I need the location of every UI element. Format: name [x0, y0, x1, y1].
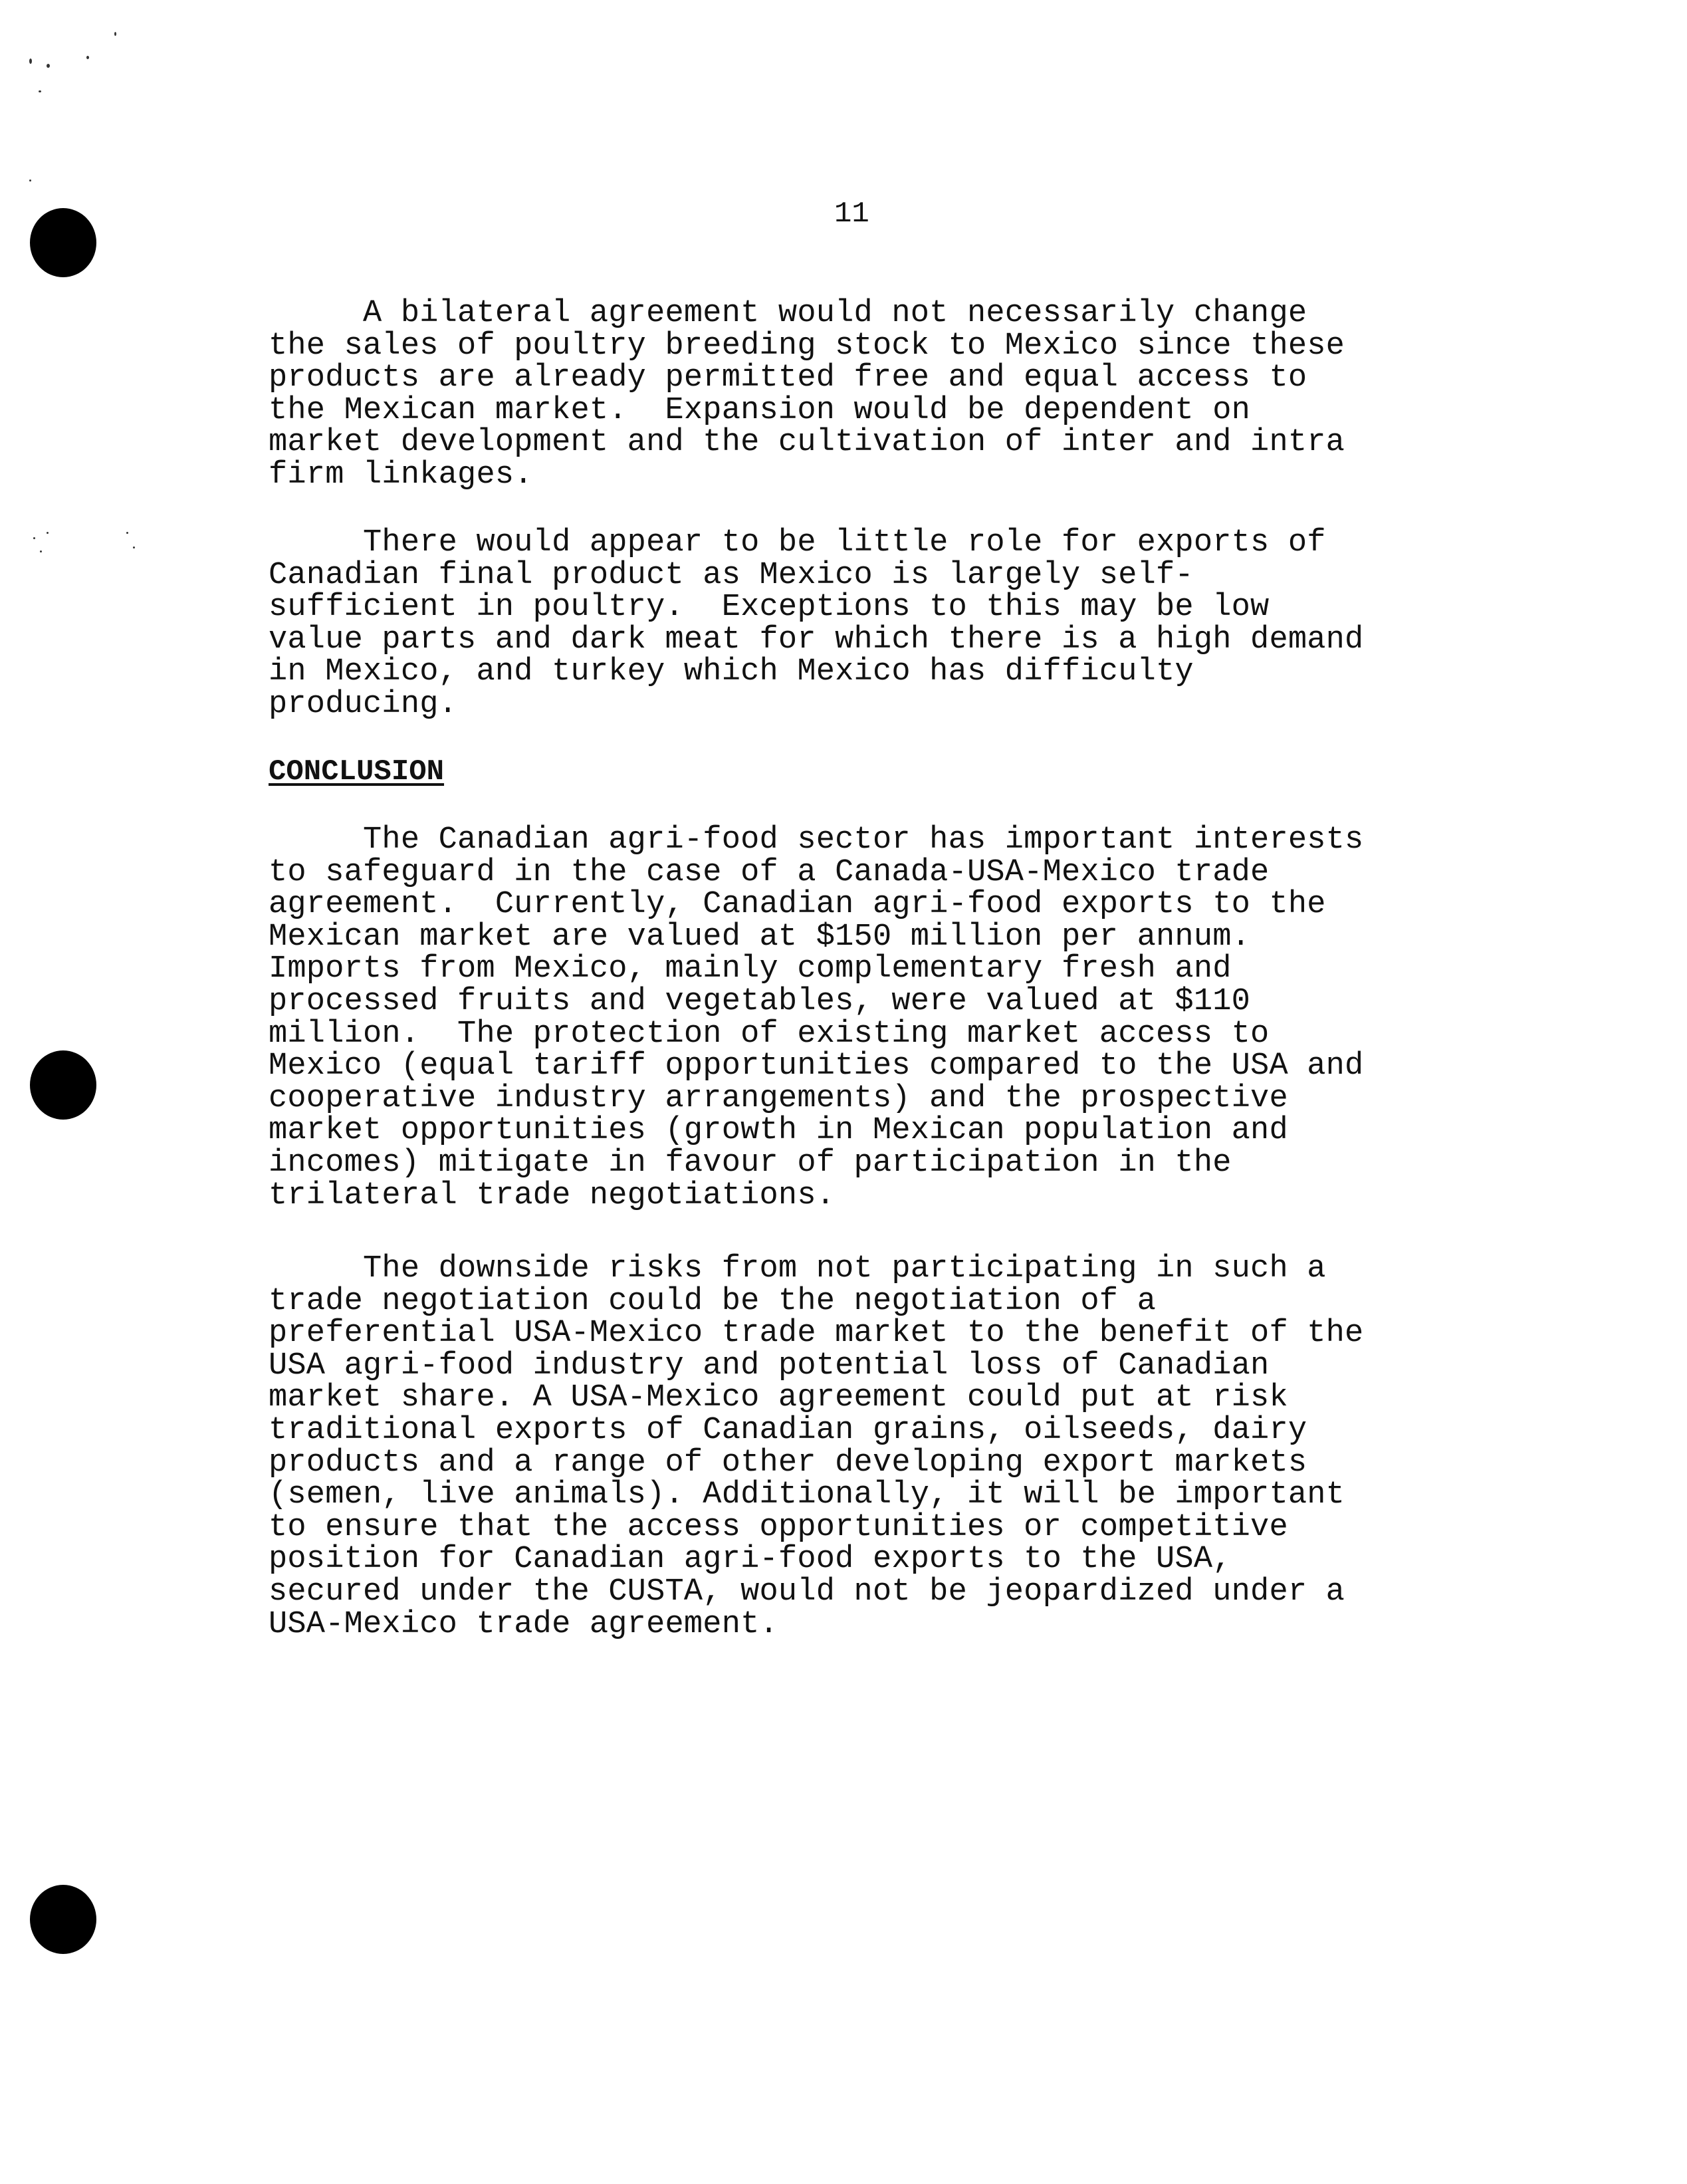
scan-speck	[47, 532, 49, 534]
section-heading-conclusion: CONCLUSION	[269, 755, 445, 789]
scan-speck	[126, 532, 128, 534]
paragraph-conclusion-interests: The Canadian agri-food sector has important interests to safeguard in the case of a Canada-USA-Mexico trade agreement. Currently, Canadian agri-food exports to the Mexican market are valued at $150 million per annum. Imports from Mexico, mainly complementary fresh and processed fruits and vegetables, were valued at $110 million. The protection of existing market access to Mexico (equal tariff opportunities compared to the USA and cooperative industry arrangements) and the prospective market opportunities (growth in Mexican population and incomes) mitigate in favour of participation in the trilateral trade negotiations.	[269, 822, 1364, 1213]
punch-hole-bottom	[30, 1885, 96, 1954]
paragraph-poultry-exports: There would appear to be little role for exports of Canadian final product as Mexico is largely self- sufficient in poultry. Exceptions to this may be low value parts and dark meat for which there is a high demand in Mexico, and turkey which Mexico has difficulty producing.	[269, 525, 1364, 722]
punch-hole-top	[30, 208, 96, 277]
scan-speck	[133, 546, 135, 548]
scan-speck	[29, 59, 32, 64]
scan-speck	[39, 90, 41, 92]
page-number: 11	[834, 197, 869, 231]
punch-hole-middle	[30, 1050, 96, 1120]
scan-speck	[47, 64, 50, 68]
paragraph-downside-risks: The downside risks from not participating in such a trade negotiation could be the negotiation of a preferential USA-Mexico trade market to the benefit of the USA agri-food industry and potential loss of Canadian market share. A USA-Mexico agreement could put at risk traditional exports of Canadian grains, oilseeds, dairy products and a range of other developing export markets (semen, live animals). Additionally, it will be important to ensure that the access opportunities or competitive position for Canadian agri-food exports to the USA, secured under the CUSTA, would not be jeopardized under a USA-Mexico trade agreement.	[269, 1251, 1364, 1642]
scan-speck	[40, 550, 42, 552]
paragraph-poultry-breeding-stock: A bilateral agreement would not necessarily change the sales of poultry breeding stock to Mexico since these products are already permitted free and equal access to the Mexican market. Expansion would be dependent on market development and the cultivation of inter and intra firm linkages.	[269, 296, 1345, 493]
scan-speck	[114, 32, 116, 36]
scan-speck	[29, 180, 31, 182]
scan-speck	[33, 537, 35, 539]
scan-speck	[86, 56, 89, 59]
